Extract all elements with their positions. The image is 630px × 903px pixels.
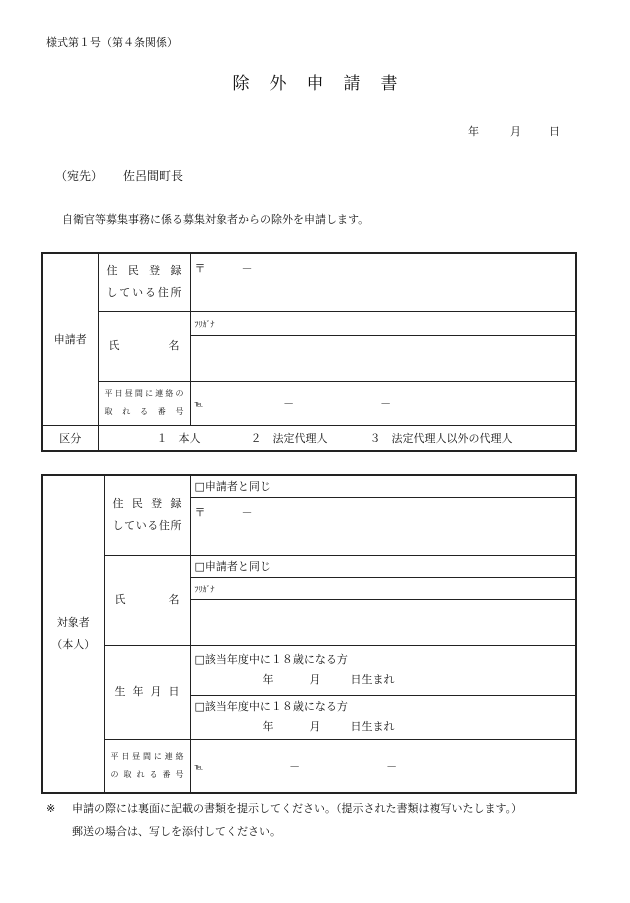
target-name-label: 氏名 xyxy=(104,555,190,645)
target-address-field[interactable] xyxy=(190,497,576,555)
category-options[interactable] xyxy=(98,425,576,451)
applicant-phone-field[interactable] xyxy=(190,381,576,425)
target-furigana-field[interactable] xyxy=(190,577,576,599)
age18-checkbox-1[interactable]: □該当年度中に１８歳になる方 xyxy=(194,653,348,666)
age18-checkbox-2[interactable]: □該当年度中に１８歳になる方 xyxy=(194,700,348,713)
target-address-label: 住民登録 している住所 xyxy=(104,475,190,555)
date-year-label: 年 xyxy=(468,125,479,138)
phone-dash-1: － xyxy=(289,759,301,773)
target-phone-field[interactable] xyxy=(190,739,576,793)
target-section-label: 対象者 （本人） xyxy=(42,475,104,793)
target-birth-option-1[interactable]: □該当年度中に１８歳になる方 年 月 日生まれ xyxy=(190,645,576,695)
target-birth-option-2[interactable]: □該当年度中に１８歳になる方 年 月 日生まれ xyxy=(190,695,576,739)
page-title: 除外申請書 xyxy=(232,74,418,94)
category-option-legal-rep[interactable]: ２ 法定代理人 xyxy=(250,431,328,445)
target-address-same-checkbox[interactable]: □申請者と同じ xyxy=(190,475,576,497)
phone-dash-1: － xyxy=(283,397,295,410)
applicant-address-field[interactable] xyxy=(190,253,576,311)
form-number: 様式第１号（第４条関係） xyxy=(46,36,178,49)
phone-dash-2: － xyxy=(380,397,392,410)
date-day-label: 日 xyxy=(549,125,560,138)
postal-dash: － xyxy=(241,262,253,275)
target-name-same-checkbox[interactable]: □申請者と同じ xyxy=(190,555,576,577)
applicant-furigana-field[interactable] xyxy=(190,311,576,335)
category-option-other-rep[interactable]: ３ 法定代理人以外の代理人 xyxy=(369,431,513,445)
target-birth-label: 生年月日 xyxy=(104,645,190,739)
target-contact-label: 平日昼間に連絡 の取れる番号 xyxy=(104,739,190,793)
note-mark: ※ xyxy=(46,802,56,815)
postal-mark: 〒 xyxy=(194,262,206,275)
date-month-label: 月 xyxy=(510,125,521,138)
addressee-name: 佐呂間町長 xyxy=(123,169,184,183)
applicant-section-label: 申請者 xyxy=(42,253,98,425)
note-line-1: 申請の際には裏面に記載の書類を提示してください。（提示された書類は複写いたします。） xyxy=(72,802,523,815)
postal-dash: － xyxy=(241,505,253,519)
applicant-name-label: 氏名 xyxy=(98,311,190,381)
furigana-label: ﾌﾘｶﾞﾅ xyxy=(194,319,215,329)
addressee xyxy=(55,170,183,182)
note-line-2: 郵送の場合は、写しを添付してください。 xyxy=(72,825,281,838)
category-option-self[interactable]: １ 本人 xyxy=(156,431,201,445)
tel-icon: ℡ xyxy=(194,762,204,772)
phone-dash-2: － xyxy=(386,759,398,773)
applicant-contact-label: 平日昼間に連絡の 取れる番号 xyxy=(98,381,190,425)
postal-mark: 〒 xyxy=(194,505,206,519)
furigana-label: ﾌﾘｶﾞﾅ xyxy=(194,584,215,594)
applicant-name-field[interactable] xyxy=(190,335,576,381)
applicant-address-label: 住民登録 している住所 xyxy=(98,253,190,311)
applicant-table xyxy=(41,252,577,452)
target-table xyxy=(41,474,577,794)
addressee-label: （宛先） xyxy=(55,169,104,183)
target-name-field[interactable] xyxy=(190,599,576,645)
intro-text: 自衛官等募集事務に係る募集対象者からの除外を申請します。 xyxy=(62,213,370,226)
tel-icon: ℡ xyxy=(194,399,204,409)
category-label: 区分 xyxy=(42,425,98,451)
